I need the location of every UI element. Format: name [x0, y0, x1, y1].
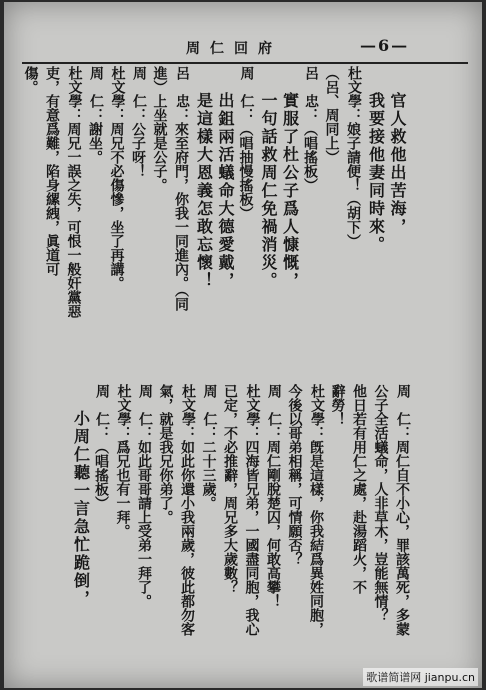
- speaker-label: 周 仁：: [266, 384, 282, 440]
- dialogue-line: 爲兄也有一拜。: [114, 440, 131, 538]
- lyric-line: 一句話救周仁免禍消災。: [259, 92, 278, 290]
- lyric-line: 我要接他妻同時來。: [366, 92, 386, 254]
- dialogue-line: 傷。: [22, 66, 39, 94]
- text-columns: [4, 66, 482, 688]
- speaker-label: 周 仁：: [137, 384, 153, 440]
- dialogue-line: 旣是這樣，你我結爲異姓同胞，: [308, 440, 324, 636]
- lyric-line: 實服了杜公子爲人慷慨，: [280, 92, 300, 290]
- speaker-label: 周 仁：: [238, 66, 255, 122]
- speaker-label: 杜文學：: [346, 66, 362, 122]
- lyric-line: 小周仁聽一言急忙跪倒，: [71, 410, 91, 608]
- speaker-label: 杜文學：: [244, 384, 261, 440]
- dialogue-line: 四海皆兄弟，一國盡同胞，我心: [243, 440, 260, 636]
- speaker-label: 杜文學：: [109, 66, 126, 122]
- dialogue-line: 來至府門，你我一同進內。（同: [173, 122, 189, 311]
- speaker-label: 周 仁：: [395, 384, 411, 440]
- dialogue-line: 周仁自不小心，罪該萬死，多蒙: [394, 440, 410, 636]
- speaker-label: 杜文學：: [115, 384, 132, 440]
- dialogue-line: 娘子請便！（胡下）: [345, 122, 361, 248]
- speaker-label: 周 仁：: [88, 66, 104, 122]
- running-title: 周仁回府: [186, 41, 282, 57]
- dialogue-line: 吏，有意爲難，陷身縲絏，眞道可: [44, 66, 60, 276]
- dialogue-line: 已定，不必推辭，周兄多大歲數？: [222, 384, 238, 594]
- lyric-line: 出鉏兩活蟻命大德愛戴，: [216, 92, 235, 290]
- dialogue-line: （呂、周同上）: [323, 66, 340, 164]
- watermark: 歌谱简谱网 jianpu.cn: [363, 668, 478, 686]
- lyric-line: 是這樣大恩義怎敢忘懷！: [194, 92, 214, 290]
- page-header: [4, 32, 482, 62]
- lyric-line: 官人救他出苦海，: [388, 92, 407, 236]
- speaker-label: 呂 忠：: [303, 66, 319, 122]
- dialogue-line: 周兄不必傷慘，坐了再講。: [108, 122, 125, 290]
- dialogue-line: 如此你還小我兩歲，彼此都勿客: [179, 440, 195, 636]
- dialogue-line: （唱搖板）: [93, 440, 109, 510]
- header-rule: [22, 62, 468, 64]
- dialogue-line: 公子全活蟻命，人非草木，豈能無情？: [372, 384, 389, 622]
- dialogue-line: 如此哥哥請上受弟一拜了。: [136, 440, 152, 608]
- dialogue-line: （唱搖板）: [302, 122, 318, 192]
- dialogue-line: 公子呀！: [130, 122, 146, 178]
- dialogue-line: 氣，就是我兄你弟了。: [157, 384, 174, 524]
- speaker-label: 杜文學：: [309, 384, 325, 440]
- page-number: —6—: [360, 36, 410, 55]
- dialogue-line: 周仁剛脫楚囚，何敢高攀！: [265, 440, 281, 608]
- dialogue-line: 謝坐。: [87, 122, 103, 164]
- book-page: [4, 2, 482, 688]
- dialogue-line: 今後以哥弟相稱，可情願否？: [286, 384, 303, 566]
- dialogue-line: 二十三歲。: [200, 440, 217, 510]
- speaker-label: 周 仁：: [131, 66, 147, 122]
- dialogue-line: 周兄一誤之失，可恨一般奸黨惡: [65, 122, 82, 318]
- speaker-label: 呂 忠：: [174, 66, 190, 122]
- dialogue-line: （唱抽慢搖板）: [237, 122, 254, 220]
- dialogue-line: 進）上坐就是公子。: [151, 66, 168, 192]
- speaker-label: 杜文學：: [180, 384, 196, 440]
- speaker-label: 周 仁：: [94, 384, 110, 440]
- speaker-label: 周 仁：: [201, 384, 218, 440]
- speaker-label: 杜文學：: [66, 66, 83, 122]
- dialogue-line: 他日若有用仁之處，赴湯蹈火，不: [351, 384, 367, 594]
- dialogue-line: 辭勞！: [329, 384, 346, 426]
